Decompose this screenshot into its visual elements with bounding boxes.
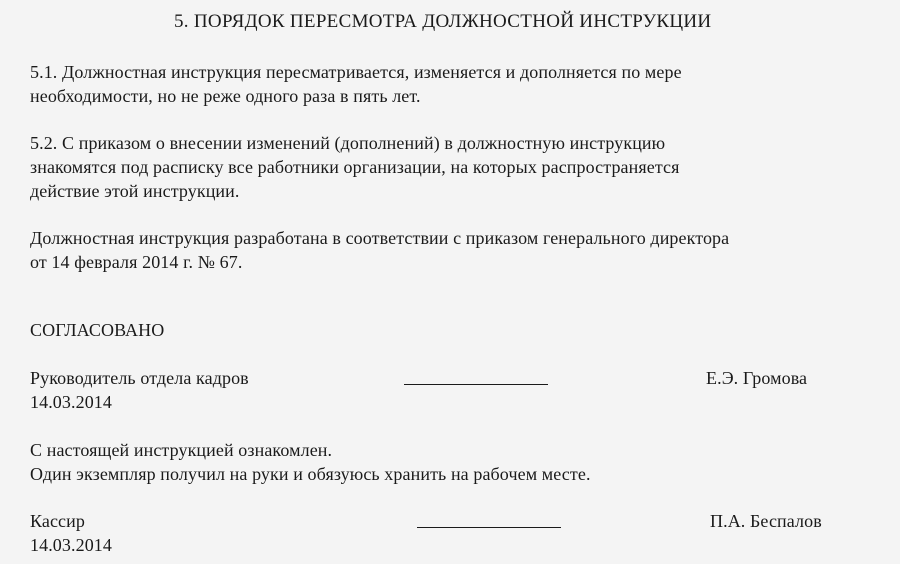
section-5-2-line-2: знакомятся под расписку все работники организации, на которых распространяется <box>30 157 680 177</box>
employee-signature-line <box>417 527 561 528</box>
approved-label: СОГЛАСОВАНО <box>30 320 165 340</box>
developed-note-line-1: Должностная инструкция разработана в соответствии с приказом генерального директора <box>30 228 730 248</box>
section-heading: 5. ПОРЯДОК ПЕРЕСМОТРА ДОЛЖНОСТНОЙ ИНСТРУКЦИИ <box>174 11 712 32</box>
section-5-1-line-1: 5.1. Должностная инструкция пересматривается, изменяется и дополняется по мере <box>30 62 682 82</box>
approver-date: 14.03.2014 <box>30 392 112 412</box>
developed-note-line-2: от 14 февраля 2014 г. № 67. <box>30 252 243 272</box>
employee-position: Кассир <box>30 511 85 531</box>
employee-date: 14.03.2014 <box>30 535 112 555</box>
approver-signature-line <box>404 384 548 385</box>
acknowledgement-line-1: С настоящей инструкцией ознакомлен. <box>30 440 333 460</box>
approver-name: Е.Э. Громова <box>706 368 808 388</box>
section-5-1-line-2: необходимости, но не реже одного раза в пять лет. <box>30 86 421 106</box>
employee-name: П.А. Беспалов <box>710 511 822 531</box>
approver-position: Руководитель отдела кадров <box>30 368 249 388</box>
section-5-2-line-1: 5.2. С приказом о внесении изменений (дополнений) в должностную инструкцию <box>30 133 666 153</box>
acknowledgement-line-2: Один экземпляр получил на руки и обязуюсь хранить на рабочем месте. <box>30 464 591 484</box>
section-5-2-line-3: действие этой инструкции. <box>30 181 240 201</box>
